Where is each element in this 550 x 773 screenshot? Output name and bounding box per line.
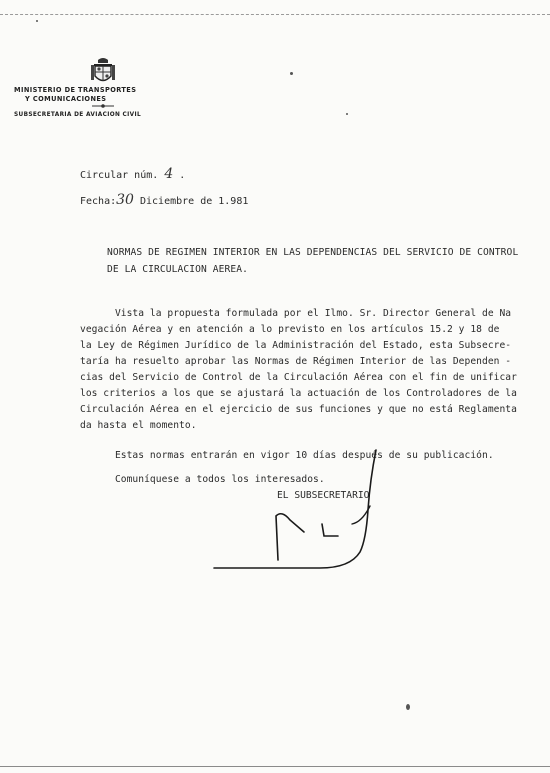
date-line [80,192,248,208]
ornament-rule-icon [92,104,114,108]
handwritten-signature-icon [200,440,400,600]
comuniquese-paragraph: Comuníquese a todos los interesados. [80,474,325,485]
ministry-name [14,86,204,104]
body-line: los criterios a los que se ajustará la actuación de los Controladores de la [80,388,517,399]
subject-line: NORMAS DE REGIMEN INTERIOR EN LAS DEPENDENCIAS DEL SERVICIO DE CONTROL [107,247,519,258]
speck [290,72,293,75]
vigor-paragraph: Estas normas entrarán en vigor 10 días después de su publicación. [80,450,494,461]
subject-line: DE LA CIRCULACION AEREA. [107,264,249,275]
date-day: 30 [116,192,134,208]
date-rest: Diciembre de 1.981 [139,196,249,207]
body-line: vegación Aérea y en atención a lo previsto en los artículos 15.2 y 18 de [80,324,500,335]
body-line: Vista la propuesta formulada por el Ilmo. Sr. Director General de Na [80,308,512,319]
circular-number-line [80,166,185,182]
ministry-line-2: Y COMUNICACIONES [25,95,107,103]
body-line: taría ha resuelto aprobar las Normas de Régimen Interior de las Dependen - [80,356,512,367]
ministry-line-1: MINISTERIO DE TRANSPORTES [14,86,137,94]
body-line: da hasta el momento. [80,420,197,431]
subject-heading [107,244,527,278]
date-label: Fecha: [80,196,117,207]
top-edge-line [0,14,550,15]
body-line: cias del Servicio de Control de la Circulación Aérea con el fin de unificar [80,372,517,383]
signer-title: EL SUBSECRETARIO [277,490,370,501]
coat-of-arms-icon [90,56,116,86]
speck [406,704,410,710]
body-line: la Ley de Régimen Jurídico de la Administración del Estado, esta Subsecre- [80,340,512,351]
bottom-edge-line [0,766,550,767]
circular-number: 4 [164,166,174,182]
speck [346,113,348,115]
circular-trail: . [179,170,186,181]
body-line: Circulación Aérea en el ejercicio de sus funciones y que no está Reglamenta [80,404,517,415]
circular-label: Circular núm. [80,170,159,181]
speck [36,20,38,22]
subsecretaria-name: SUBSECRETARIA DE AVIACION CIVIL [14,112,142,118]
